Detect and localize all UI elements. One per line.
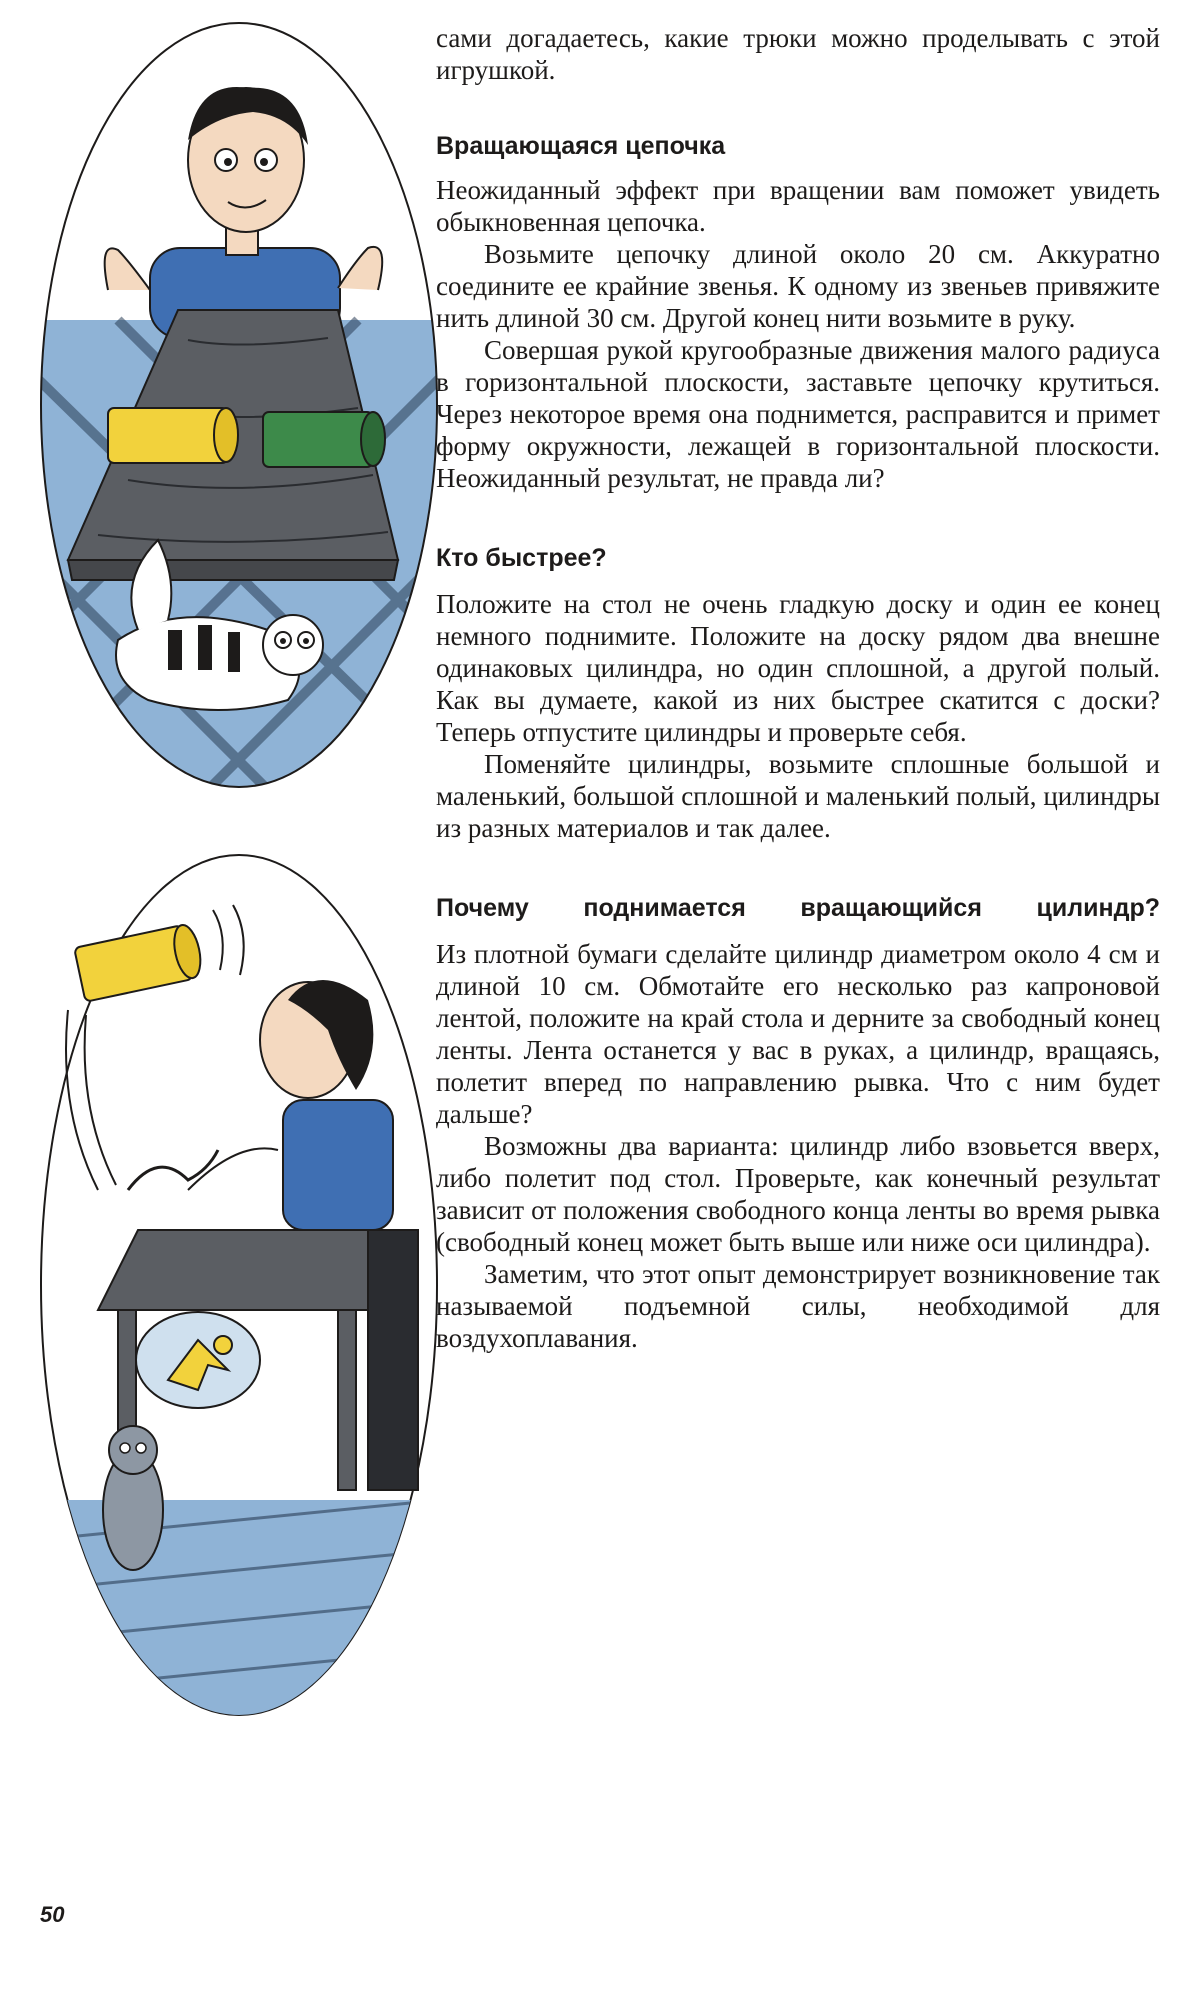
- illustration-flying-cylinder-svg: [38, 850, 440, 1720]
- paragraph: Поменяйте цилиндры, возьмите сплошные большой и маленький, большой сплошной и маленький полый, цилиндры из разных материалов и так далее.: [436, 749, 1160, 843]
- section-heading-who-is-faster: Кто быстрее?: [436, 544, 607, 572]
- article-text-column: [436, 22, 1160, 1354]
- illustration-flying-cylinder: [38, 850, 440, 1720]
- illustration-cylinders-race-svg: [38, 20, 440, 790]
- illustration-cylinders-race: [38, 20, 440, 790]
- paragraph: Возьмите цепочку длиной около 20 см. Аккуратно соедините ее крайние звенья. К одному из звеньев привяжите нить длиной 30 см. Другой конец нити возьмите в руку.: [436, 239, 1160, 333]
- section-heading-rotating-chain: Вращающаяся цепочка: [436, 132, 726, 160]
- section-heading-rising-cylinder: Почему поднимается вращающийся цилиндр?: [436, 894, 1160, 922]
- intro-paragraph: сами догадаетесь, какие трюки можно проделывать с этой игрушкой.: [436, 23, 1160, 85]
- page-number: 50: [40, 1902, 65, 1927]
- paragraph: Заметим, что этот опыт демонстрирует возникновение так называемой подъемной силы, необходимой для воздухоплавания.: [436, 1259, 1160, 1353]
- paragraph: Возможны два варианта: цилиндр либо взовьется вверх, либо полетит под стол. Проверьте, как конечный результат зависит от положения свободного конца ленты во время рывка (свободный конец может быть выше или ниже оси цилиндра).: [436, 1131, 1160, 1257]
- paragraph: Положите на стол не очень гладкую доску и один ее конец немного поднимите. Положите на доску рядом два внешне одинаковых цилиндра, но один сплошной, а другой полый. Как вы думаете, какой из них быстрее скатится с доски? Теперь отпустите цилиндры и проверьте себя.: [436, 589, 1160, 747]
- paragraph: Неожиданный эффект при вращении вам поможет увидеть обыкновенная цепочка.: [436, 175, 1160, 237]
- paragraph: Совершая рукой кругообразные движения малого радиуса в горизонтальной плоскости, заставьте цепочку крутиться. Через некоторое время она поднимется, расправится и примет форму окружности, лежащей в горизонтальной плоскости. Неожиданный результат, не правда ли?: [436, 335, 1160, 493]
- paragraph: Из плотной бумаги сделайте цилиндр диаметром около 4 см и длиной 10 см. Обмотайте его несколько раз капроновой лентой, положите на край стола и дерните за свободный конец ленты. Лента останется у вас в руках, а цилиндр, вращаясь, полетит вперед по направлению рывка. Что с ним будет дальше?: [436, 939, 1160, 1129]
